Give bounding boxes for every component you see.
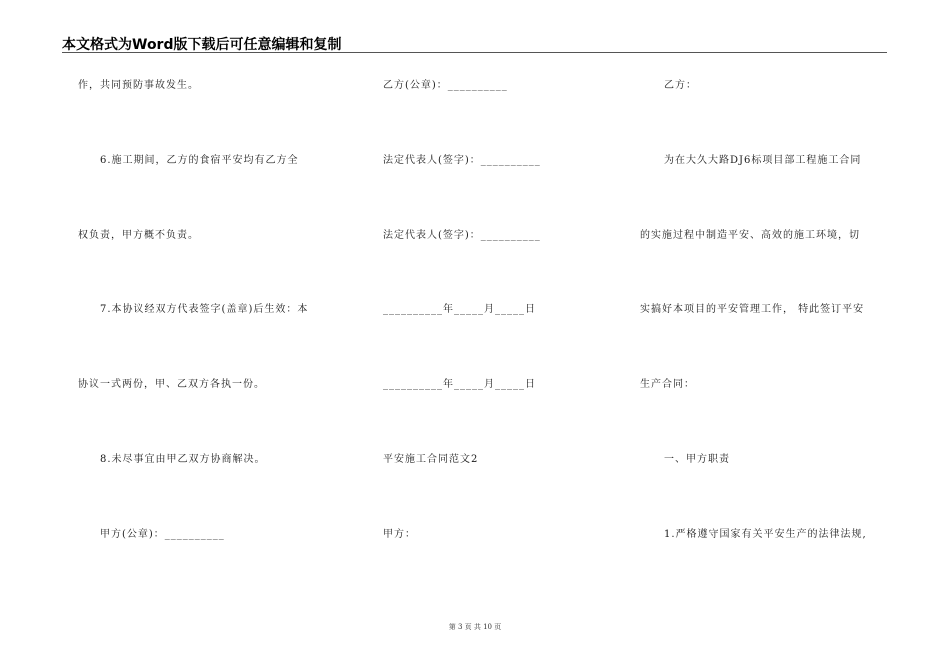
- text-line: __________年_____月_____日: [383, 379, 536, 390]
- text-line: 甲方：: [383, 529, 416, 540]
- text-line: 7.本协议经双方代表签字(盖章)后生效：本: [100, 304, 309, 315]
- text-line: 乙方(公章)：__________: [383, 80, 508, 91]
- text-line: 乙方：: [664, 80, 697, 91]
- text-line: 平安施工合同范文2: [383, 454, 479, 465]
- text-line: 为在大久大路DJ6标项目部工程施工合同: [664, 155, 862, 166]
- text-line: 权负责，甲方概不负责。: [78, 230, 199, 241]
- text-line: 作，共同预防事故发生。: [78, 80, 199, 91]
- text-line: 法定代表人(签字)：__________: [383, 230, 541, 241]
- text-line: 甲方(公章)：__________: [100, 529, 225, 540]
- text-line: 一、甲方职责: [664, 454, 730, 465]
- text-line: 生产合同：: [640, 379, 695, 390]
- text-line: 协议一式两份，甲、乙双方各执一份。: [78, 379, 265, 390]
- text-line: 6.施工期间，乙方的食宿平安均有乙方全: [100, 155, 299, 166]
- text-line: 的实施过程中制造平安、高效的施工环境，切: [640, 230, 860, 241]
- text-line: 实搞好本项目的平安管理工作， 特此签订平安: [640, 304, 865, 315]
- page-number: 第 3 页 共 10 页: [448, 623, 502, 631]
- text-line: 1.严格遵守国家有关平安生产的法律法规,: [664, 529, 867, 540]
- text-line: 8.未尽事宜由甲乙双方协商解决。: [100, 454, 266, 465]
- document-title: 本文格式为Word版下载后可任意编辑和复制: [62, 37, 342, 53]
- text-line: 法定代表人(签字)：__________: [383, 155, 541, 166]
- text-line: __________年_____月_____日: [383, 304, 536, 315]
